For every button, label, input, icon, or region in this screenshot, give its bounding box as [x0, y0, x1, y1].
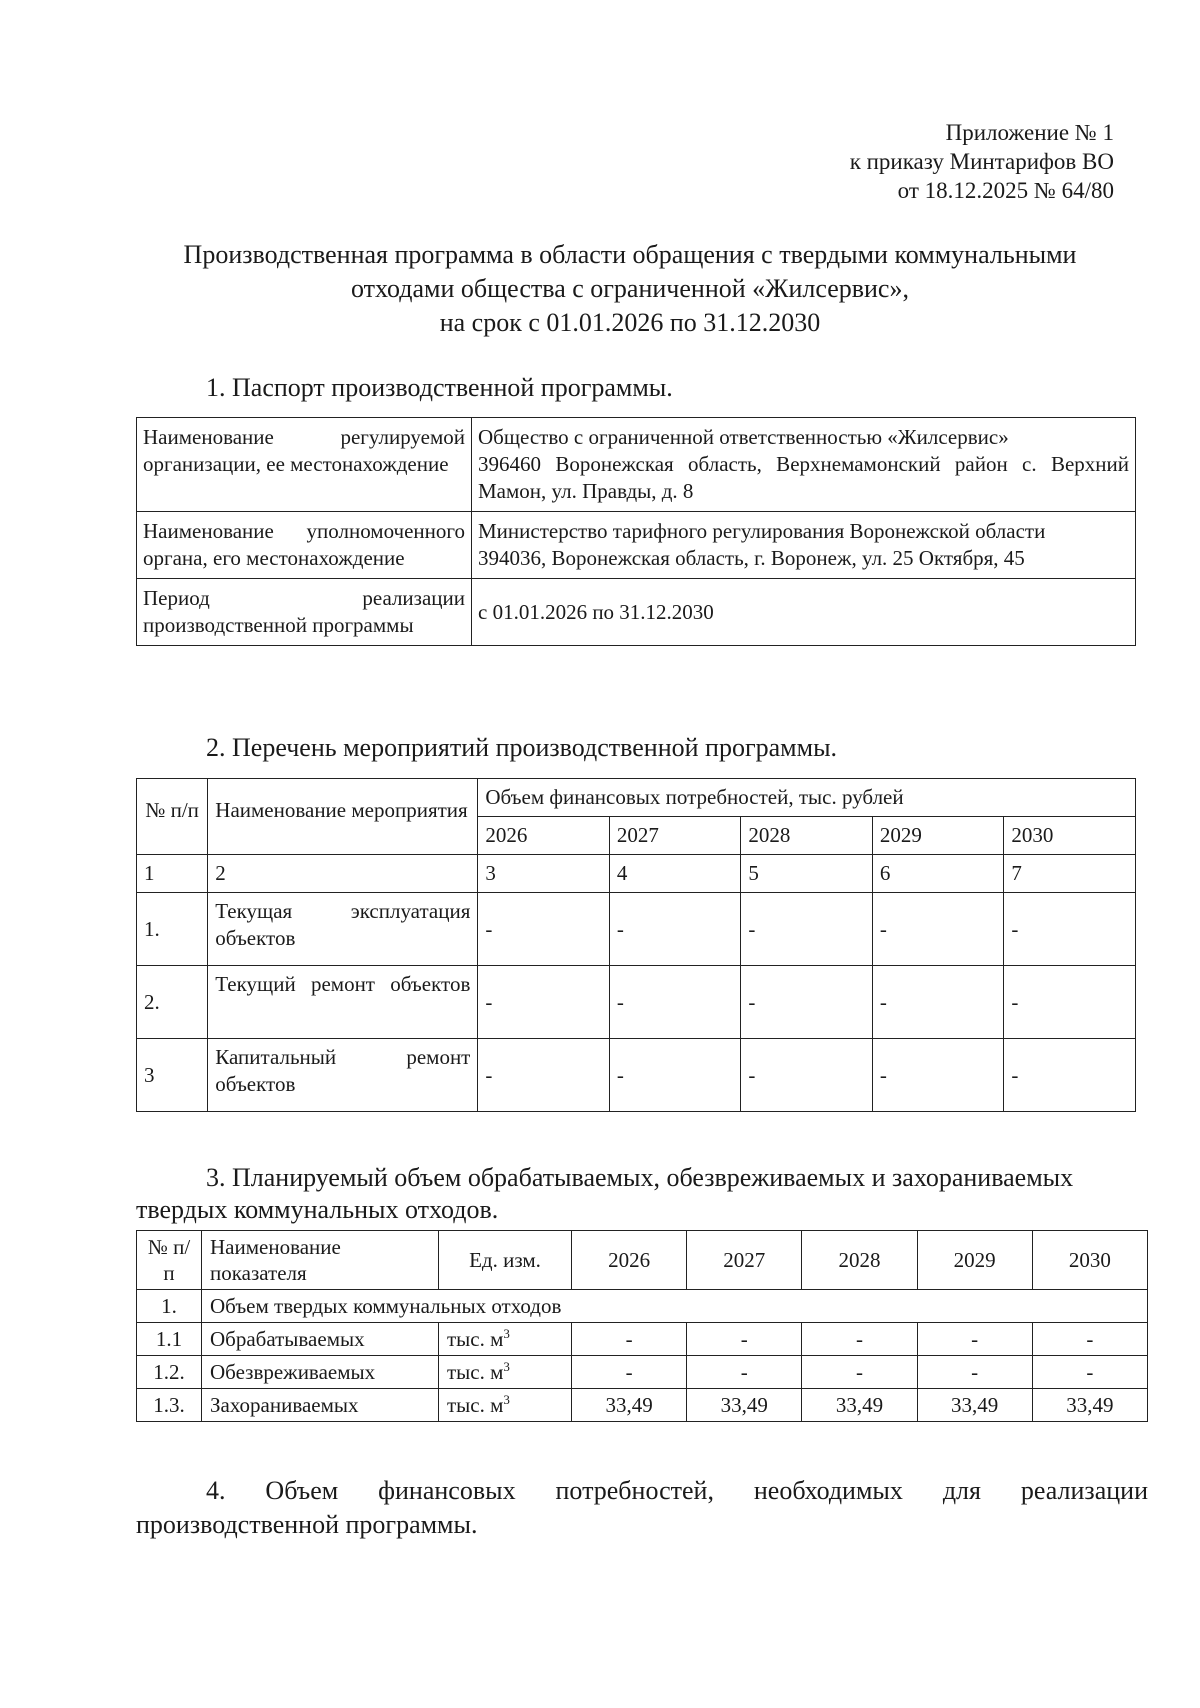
unit-text: тыс. м — [447, 1360, 504, 1384]
table-row — [137, 1356, 1148, 1389]
value-cell: - — [1004, 966, 1136, 1039]
table-row — [137, 966, 1136, 1039]
passport-value — [472, 418, 1136, 512]
section-4-paragraph: 4. Объем финансовых потребностей, необходимых для реализации производственной программы. — [136, 1476, 1148, 1539]
value-cell: - — [872, 1039, 1004, 1112]
table-row — [137, 1389, 1148, 1422]
appendix-order-date: от 18.12.2025 № 64/80 — [897, 178, 1114, 203]
activities-table — [136, 778, 1136, 1112]
value-cell: - — [872, 966, 1004, 1039]
passport-value — [472, 512, 1136, 579]
year-header: 2026 — [478, 817, 610, 855]
index-cell: 2 — [208, 855, 478, 893]
value-cell: - — [1004, 893, 1136, 966]
value-cell: - — [687, 1323, 802, 1356]
passport-label: Наименование уполномоченного органа, его местонахождение — [137, 512, 472, 579]
appendix-order-ref: к приказу Минтарифов ВО — [849, 149, 1114, 174]
unit-text: тыс. м — [447, 1393, 504, 1417]
table-row — [137, 893, 1136, 966]
section-2-heading: 2. Перечень мероприятий производственной программы. — [206, 733, 838, 762]
title-line-2: отходами общества с ограниченной «Жилсервис», — [351, 274, 909, 303]
table-header-row — [137, 779, 1136, 817]
year-header: 2029 — [917, 1231, 1032, 1290]
value-cell: - — [478, 1039, 610, 1112]
col-number-header: № п/п — [137, 779, 208, 855]
year-header: 2026 — [572, 1231, 687, 1290]
appendix-number: Приложение № 1 — [945, 120, 1114, 145]
value-cell: - — [609, 966, 741, 1039]
value-cell: - — [802, 1323, 917, 1356]
col-group-header: Объем финансовых потребностей, тыс. рублей — [478, 779, 1136, 817]
index-cell: 6 — [872, 855, 1004, 893]
value-cell: - — [609, 1039, 741, 1112]
value-cell: - — [572, 1323, 687, 1356]
value-cell: - — [609, 893, 741, 966]
appendix-header — [850, 118, 1114, 205]
col-number-header: № п/п — [137, 1231, 202, 1290]
unit-text: тыс. м — [447, 1327, 504, 1351]
index-row — [137, 855, 1136, 893]
year-header: 2028 — [741, 817, 873, 855]
value-cell: 33,49 — [1032, 1389, 1147, 1422]
passport-table — [136, 417, 1136, 646]
unit-cell — [439, 1323, 572, 1356]
section-3-heading: 3. Планируемый объем обрабатываемых, обезвреживаемых и захораниваемых — [206, 1163, 1074, 1192]
row-number: 1.2. — [137, 1356, 202, 1389]
group-label: Объем твердых коммунальных отходов — [202, 1290, 1148, 1323]
passport-label: Наименование регулируемой организации, ее местонахождение — [137, 418, 472, 512]
title-line-3: на срок с 01.01.2026 по 31.12.2030 — [439, 308, 821, 337]
activity-name: Капитальный ремонт объектов — [208, 1039, 478, 1112]
section-3-heading-cont: твердых коммунальных отходов. — [136, 1195, 499, 1224]
passport-value — [472, 579, 1136, 646]
table-header-row — [137, 1231, 1148, 1290]
unit-cell — [439, 1389, 572, 1422]
row-number: 3 — [137, 1039, 208, 1112]
passport-value-line: 394036, Воронежская область, г. Воронеж, ул. 25 Октября, 45 — [478, 546, 1025, 570]
unit-exponent: 3 — [503, 1326, 510, 1341]
document-title — [130, 238, 1130, 340]
row-number: 1.3. — [137, 1389, 202, 1422]
value-cell: 33,49 — [687, 1389, 802, 1422]
index-cell: 7 — [1004, 855, 1136, 893]
table-row — [137, 512, 1136, 579]
year-header: 2028 — [802, 1231, 917, 1290]
indicator-name: Обезвреживаемых — [202, 1356, 439, 1389]
table-row — [137, 579, 1136, 646]
passport-value-line: Общество с ограниченной ответственностью «Жилсервис» — [478, 425, 1009, 449]
table-row — [137, 1039, 1136, 1112]
unit-exponent: 3 — [503, 1359, 510, 1374]
title-line-1: Производственная программа в области обращения с твердыми коммунальными — [183, 240, 1077, 269]
row-number: 1. — [137, 893, 208, 966]
row-number: 1.1 — [137, 1323, 202, 1356]
value-cell: 33,49 — [802, 1389, 917, 1422]
index-cell: 1 — [137, 855, 208, 893]
table-row — [137, 418, 1136, 512]
table-group-row — [137, 1290, 1148, 1323]
value-cell: - — [741, 966, 873, 1039]
indicator-name: Обрабатываемых — [202, 1323, 439, 1356]
waste-volume-table — [136, 1230, 1148, 1422]
value-cell: - — [741, 893, 873, 966]
value-cell: - — [872, 893, 1004, 966]
year-header: 2030 — [1032, 1231, 1147, 1290]
passport-value-line: Министерство тарифного регулирования Воронежской области — [478, 519, 1046, 543]
index-cell: 4 — [609, 855, 741, 893]
value-cell: - — [917, 1356, 1032, 1389]
row-number: 1. — [137, 1290, 202, 1323]
value-cell: - — [1032, 1356, 1147, 1389]
value-cell: - — [802, 1356, 917, 1389]
year-header: 2027 — [687, 1231, 802, 1290]
value-cell: - — [478, 893, 610, 966]
row-number: 2. — [137, 966, 208, 1039]
value-cell: - — [687, 1356, 802, 1389]
value-cell: 33,49 — [917, 1389, 1032, 1422]
value-cell: 33,49 — [572, 1389, 687, 1422]
passport-value-line: с 01.01.2026 по 31.12.2030 — [478, 599, 714, 624]
unit-cell — [439, 1356, 572, 1389]
year-header: 2027 — [609, 817, 741, 855]
value-cell: - — [572, 1356, 687, 1389]
value-cell: - — [1032, 1323, 1147, 1356]
col-indicator-header: Наименование показателя — [202, 1231, 439, 1290]
value-cell: - — [1004, 1039, 1136, 1112]
section-1-heading: 1. Паспорт производственной программы. — [206, 373, 673, 402]
index-cell: 5 — [741, 855, 873, 893]
value-cell: - — [917, 1323, 1032, 1356]
passport-value-line: 396460 Воронежская область, Верхнемамонский район с. Верхний Мамон, ул. Правды, д. 8 — [478, 452, 1129, 503]
col-name-header: Наименование мероприятия — [208, 779, 478, 855]
value-cell: - — [478, 966, 610, 1039]
activity-name: Текущая эксплуатация объектов — [208, 893, 478, 966]
index-cell: 3 — [478, 855, 610, 893]
indicator-name: Захораниваемых — [202, 1389, 439, 1422]
value-cell: - — [741, 1039, 873, 1112]
table-row — [137, 1323, 1148, 1356]
col-unit-header: Ед. изм. — [439, 1231, 572, 1290]
passport-label: Период реализации производственной программы — [137, 579, 472, 646]
activity-name: Текущий ремонт объектов — [208, 966, 478, 1039]
unit-exponent: 3 — [503, 1392, 510, 1407]
year-header: 2030 — [1004, 817, 1136, 855]
year-header: 2029 — [872, 817, 1004, 855]
